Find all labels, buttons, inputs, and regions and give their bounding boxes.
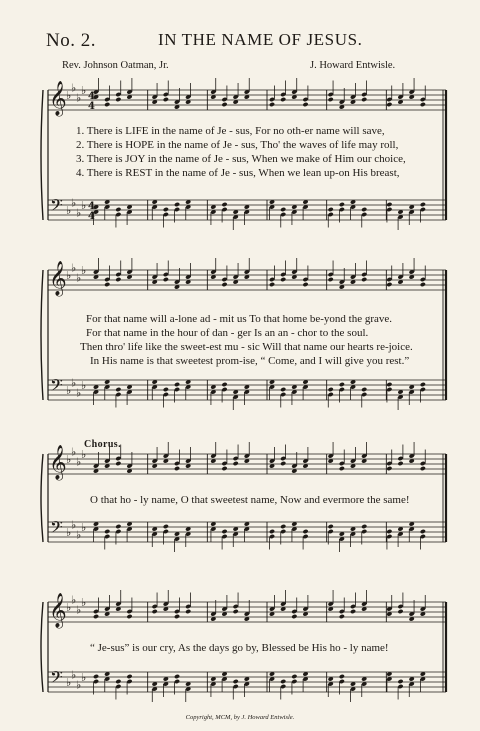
note-head xyxy=(361,97,367,102)
chorus-line-1: O that ho - ly name, O that sweetest name, Now and evermore the same! xyxy=(90,494,410,506)
note-head xyxy=(269,282,275,287)
note-head xyxy=(280,207,286,212)
flat-icon: ♭ xyxy=(71,81,77,95)
note-head xyxy=(115,97,121,102)
note-head xyxy=(328,277,334,282)
note-head xyxy=(185,609,191,614)
note-head xyxy=(93,614,99,619)
note-head xyxy=(233,679,239,684)
system-brace xyxy=(41,90,43,220)
note-head xyxy=(339,466,345,471)
note-head xyxy=(328,387,334,392)
time-signature: 4 xyxy=(88,211,95,222)
note-head xyxy=(386,382,392,387)
note-head xyxy=(163,97,169,102)
flat-icon: ♭ xyxy=(76,206,82,220)
note-head xyxy=(104,102,110,107)
note-head xyxy=(386,202,392,207)
note-head xyxy=(361,207,367,212)
author-credit: Rev. Johnson Oatman, Jr. xyxy=(62,60,169,71)
note-head xyxy=(328,207,334,212)
time-signature: 4 xyxy=(88,91,95,102)
note-head xyxy=(163,277,169,282)
flat-icon: ♭ xyxy=(81,448,87,461)
note-head xyxy=(174,674,180,679)
flat-icon: ♭ xyxy=(71,668,77,682)
note-head xyxy=(302,102,308,107)
note-head xyxy=(361,277,367,282)
note-head xyxy=(269,529,275,534)
verse-1-line-1: 1. There is LIFE in the name of Je - sus, For no oth-er name will save, xyxy=(76,125,385,137)
note-head xyxy=(269,102,275,107)
verse-4-line-2: In His name is that sweetest prom-ise, “ Come, and I will give you rest.” xyxy=(90,355,410,367)
flat-icon: ♭ xyxy=(81,84,87,97)
flat-icon: ♭ xyxy=(76,528,82,542)
bass-clef-icon: 𝄢 xyxy=(50,195,63,219)
note-head xyxy=(386,466,392,471)
verse-1-line-2: For that name will a-lone ad - mit us To that home be-yond the grave. xyxy=(86,313,393,325)
hymn-title: IN THE NAME OF JESUS. xyxy=(158,30,363,49)
flat-icon: ♭ xyxy=(76,91,82,105)
note-head xyxy=(126,614,132,619)
flat-icon: ♭ xyxy=(66,89,72,102)
note-head xyxy=(280,461,286,466)
note-head xyxy=(233,461,239,466)
note-head xyxy=(174,382,180,387)
flat-icon: ♭ xyxy=(66,269,72,282)
note-head xyxy=(420,466,426,471)
verse-2-line-2: For that name in the hour of dan - ger Is an an - chor to the soul. xyxy=(86,327,369,339)
flat-icon: ♭ xyxy=(76,455,82,469)
flat-icon: ♭ xyxy=(71,518,77,532)
flat-icon: ♭ xyxy=(66,453,72,466)
note-head xyxy=(291,614,297,619)
note-head xyxy=(328,524,334,529)
bass-clef-icon: 𝄢 xyxy=(50,667,63,691)
note-head xyxy=(115,679,121,684)
verse-4-line-1: 4. There is REST in the name of Je - sus, When we lean up-on His breast, xyxy=(76,167,400,179)
note-head xyxy=(280,277,286,282)
note-head xyxy=(386,529,392,534)
note-head xyxy=(328,97,334,102)
flat-icon: ♭ xyxy=(66,384,72,397)
note-head xyxy=(339,614,345,619)
flat-icon: ♭ xyxy=(76,603,82,617)
note-head xyxy=(115,461,121,466)
verse-3-line-2: Then thro' life like the sweet-est mu - sic Will that name our hearts re-joice. xyxy=(80,341,413,353)
verse-2-line-1: 2. There is HOPE in the name of Je - sus, Tho' the waves of life may roll, xyxy=(76,139,399,151)
verse-3-line-1: 3. There is JOY in the name of Je - sus, When we make of Him our choice, xyxy=(76,153,406,165)
treble-clef-icon: 𝄞 xyxy=(49,593,67,628)
note-head xyxy=(115,524,121,529)
note-head xyxy=(386,102,392,107)
note-head xyxy=(339,382,345,387)
flat-icon: ♭ xyxy=(81,521,87,534)
flat-icon: ♭ xyxy=(66,601,72,614)
chorus-line-2: “ Je-sus” is our cry, As the days go by, Blessed be His ho - ly name! xyxy=(90,642,389,654)
note-head xyxy=(152,609,158,614)
note-head xyxy=(221,102,227,107)
note-head xyxy=(221,202,227,207)
note-head xyxy=(174,466,180,471)
flat-icon: ♭ xyxy=(76,386,82,400)
flat-icon: ♭ xyxy=(66,676,72,689)
flat-icon: ♭ xyxy=(81,379,87,392)
flat-icon: ♭ xyxy=(81,199,87,212)
flat-icon: ♭ xyxy=(71,593,77,607)
note-head xyxy=(386,282,392,287)
treble-clef-icon: 𝄞 xyxy=(49,261,67,296)
flat-icon: ♭ xyxy=(66,204,72,217)
note-head xyxy=(221,282,227,287)
note-head xyxy=(126,674,132,679)
note-head xyxy=(221,466,227,471)
flat-icon: ♭ xyxy=(71,196,77,210)
note-head xyxy=(221,529,227,534)
flat-icon: ♭ xyxy=(66,526,72,539)
note-head xyxy=(115,277,121,282)
note-head xyxy=(420,529,426,534)
note-head xyxy=(163,387,169,392)
treble-clef-icon: 𝄞 xyxy=(49,445,67,480)
note-head xyxy=(339,202,345,207)
bass-clef-icon: 𝄢 xyxy=(50,517,63,541)
note-head xyxy=(420,282,426,287)
system-brace xyxy=(41,602,43,692)
note-head xyxy=(163,524,169,529)
flat-icon: ♭ xyxy=(76,678,82,692)
note-head xyxy=(397,461,403,466)
time-signature: 4 xyxy=(88,201,95,212)
flat-icon: ♭ xyxy=(81,671,87,684)
flat-icon: ♭ xyxy=(71,445,77,459)
note-head xyxy=(174,202,180,207)
note-head xyxy=(420,102,426,107)
system-brace xyxy=(41,270,43,400)
hymn-number: No. 2. xyxy=(46,30,96,51)
note-head xyxy=(115,207,121,212)
note-head xyxy=(350,609,356,614)
flat-icon: ♭ xyxy=(81,264,87,277)
note-head xyxy=(280,387,286,392)
time-signature: 4 xyxy=(88,101,95,112)
flat-icon: ♭ xyxy=(81,596,87,609)
note-head xyxy=(280,679,286,684)
note-head xyxy=(397,609,403,614)
flat-icon: ♭ xyxy=(76,271,82,285)
note-head xyxy=(280,524,286,529)
note-head xyxy=(361,387,367,392)
system-brace xyxy=(41,454,43,542)
note-head xyxy=(115,387,121,392)
note-head xyxy=(361,524,367,529)
note-head xyxy=(104,282,110,287)
note-head xyxy=(302,529,308,534)
note-head xyxy=(291,674,297,679)
copyright-notice: Copyright, MCM, by J. Howard Entwisle. xyxy=(185,714,295,721)
composer-credit: J. Howard Entwisle. xyxy=(310,60,396,71)
note-head xyxy=(302,282,308,287)
note-head xyxy=(233,609,239,614)
flat-icon: ♭ xyxy=(71,261,77,275)
treble-clef-icon: 𝄞 xyxy=(49,81,67,116)
note-head xyxy=(420,382,426,387)
bass-clef-icon: 𝄢 xyxy=(50,375,63,399)
note-head xyxy=(221,382,227,387)
note-head xyxy=(104,529,110,534)
note-head xyxy=(163,207,169,212)
note-head xyxy=(280,97,286,102)
note-head xyxy=(420,202,426,207)
note-head xyxy=(339,674,345,679)
chorus-label: Chorus. xyxy=(84,439,121,450)
note-head xyxy=(93,674,99,679)
note-head xyxy=(397,679,403,684)
flat-icon: ♭ xyxy=(71,376,77,390)
note-head xyxy=(174,614,180,619)
